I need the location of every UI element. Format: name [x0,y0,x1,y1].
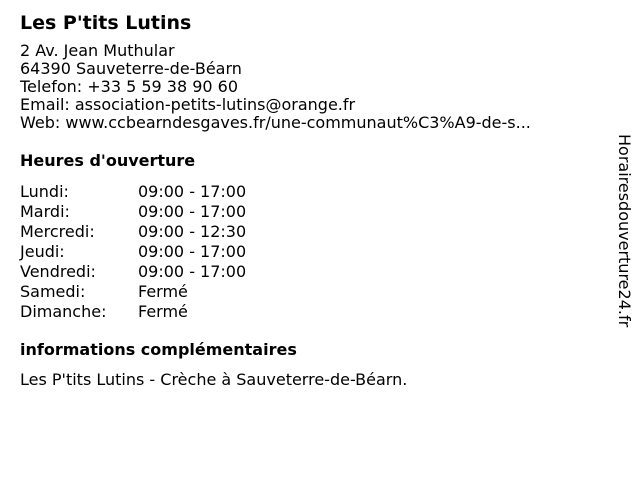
time-value: 09:00 - 17:00 [138,242,247,261]
website-link[interactable]: Web: www.ccbearndesgaves.fr/une-communaut%C3%A9-de-s... [20,113,531,132]
day-label: Vendredi: [20,262,96,281]
hours-row-wednesday [20,222,600,242]
day-label: Samedi: [20,282,86,301]
time-value: Fermé [138,302,188,321]
time-value: 09:00 - 17:00 [138,182,247,201]
address-block [20,42,600,132]
business-name: Les P'tits Lutins [20,12,192,34]
hours-row-tuesday [20,202,600,222]
info-description: Les P'tits Lutins - Crèche à Sauveterre-de-Béarn. [20,370,408,389]
hours-row-friday [20,262,600,282]
time-value: 09:00 - 12:30 [138,222,247,241]
hours-row-thursday [20,242,600,262]
street-address: 2 Av. Jean Muthular [20,41,175,60]
day-label: Jeudi: [20,242,65,261]
hours-row-saturday [20,282,600,302]
info-heading: informations complémentaires [20,340,297,359]
day-label: Lundi: [20,182,69,201]
time-value: Fermé [138,282,188,301]
opening-hours-list [20,182,600,322]
day-label: Mardi: [20,202,70,221]
day-label: Mercredi: [20,222,95,241]
hours-heading: Heures d'ouverture [20,151,196,170]
phone-number[interactable]: Telefon: +33 5 59 38 90 60 [20,77,239,96]
site-brand-vertical: Horairesdouverture24.fr [615,134,634,328]
time-value: 09:00 - 17:00 [138,262,247,281]
city-address: 64390 Sauveterre-de-Béarn [20,59,242,78]
hours-row-sunday [20,302,600,322]
time-value: 09:00 - 17:00 [138,202,247,221]
business-card [20,10,600,390]
day-label: Dimanche: [20,302,107,321]
hours-row-monday [20,182,600,202]
email-address[interactable]: Email: association-petits-lutins@orange.fr [20,95,356,114]
